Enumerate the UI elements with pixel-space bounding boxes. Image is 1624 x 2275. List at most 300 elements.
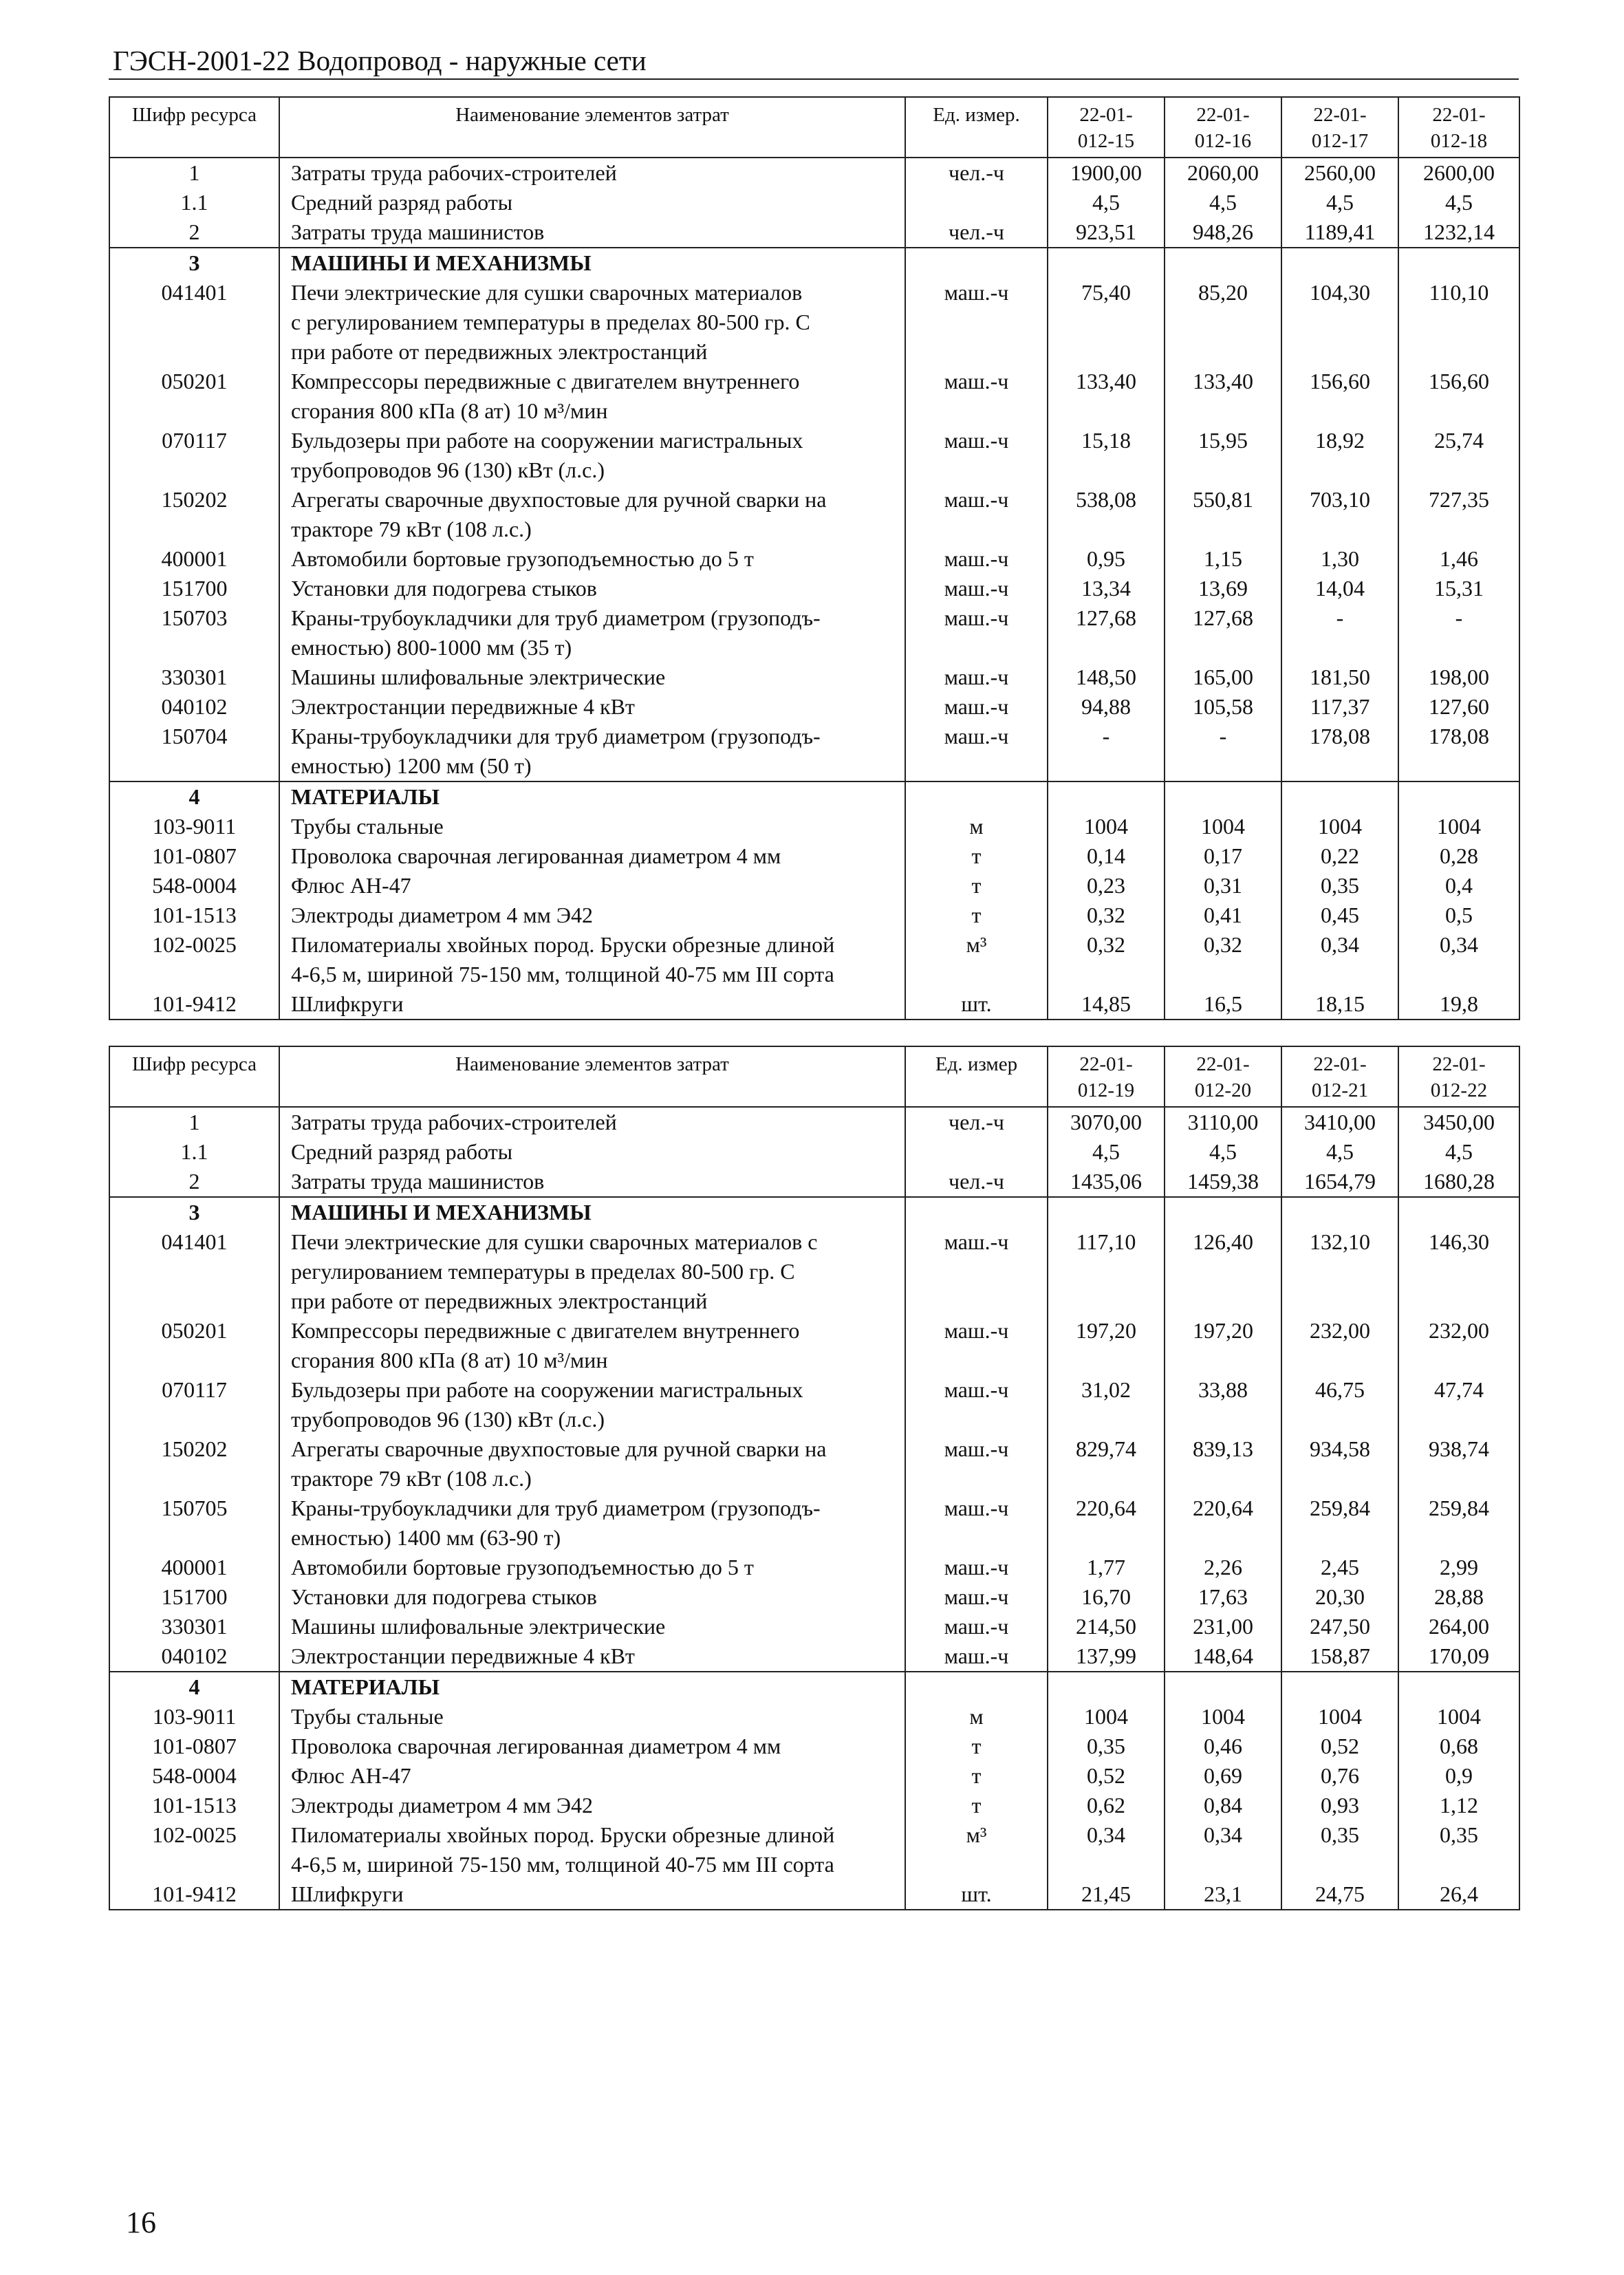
row-code: 400001 (109, 1553, 279, 1582)
row-name (279, 248, 905, 278)
row-value: 1004 (1398, 812, 1519, 841)
row-value (1398, 1672, 1519, 1702)
table-row (109, 1612, 1519, 1641)
resource-table-1 (109, 96, 1520, 1020)
row-unit: шт. (905, 989, 1048, 1020)
header-norm-code (1281, 97, 1398, 158)
row-value: 0,35 (1281, 871, 1398, 901)
row-value: 33,88 (1165, 1375, 1281, 1434)
table-row (109, 1167, 1519, 1197)
row-value: 170,09 (1398, 1641, 1519, 1672)
row-value: 0,31 (1165, 871, 1281, 901)
row-unit (905, 248, 1048, 278)
row-value: 2560,00 (1281, 158, 1398, 188)
row-name (279, 1316, 905, 1375)
row-value: 3070,00 (1048, 1107, 1165, 1137)
row-unit (905, 1672, 1048, 1702)
header-norm-code-line: 012-21 (1311, 1079, 1369, 1101)
row-name (279, 1494, 905, 1553)
table-row (109, 1582, 1519, 1612)
row-value: 47,74 (1398, 1375, 1519, 1434)
row-name-line: Машины шлифовальные электрические (291, 665, 666, 689)
table-row (109, 1672, 1519, 1702)
row-name-line: Краны-трубоукладчики для труб диаметром (грузоподъ- (291, 1496, 821, 1520)
row-value: 0,32 (1048, 930, 1165, 989)
row-name-line: трубопроводов 96 (130) кВт (л.с.) (291, 1407, 605, 1432)
row-code: 548-0004 (109, 1761, 279, 1791)
row-value: 0,34 (1398, 930, 1519, 989)
row-name-line: Компрессоры передвижные с двигателем внутреннего (291, 1318, 800, 1343)
row-code: 101-0807 (109, 841, 279, 871)
row-value: 148,50 (1048, 662, 1165, 692)
row-value: 197,20 (1048, 1316, 1165, 1375)
row-unit: маш.-ч (905, 1641, 1048, 1672)
row-value (1165, 781, 1281, 812)
row-unit: т (905, 1732, 1048, 1761)
row-unit: маш.-ч (905, 426, 1048, 485)
header-norm-code-line: 012-19 (1077, 1079, 1135, 1101)
row-value: 232,00 (1398, 1316, 1519, 1375)
header-norm-code-line: 012-22 (1430, 1079, 1488, 1101)
row-value: 1435,06 (1048, 1167, 1165, 1197)
row-name (279, 278, 905, 367)
header-norm-code-line: 22-01- (1432, 1053, 1486, 1075)
row-value: 16,70 (1048, 1582, 1165, 1612)
row-code: 070117 (109, 426, 279, 485)
header-norm-code-line: 22-01- (1432, 104, 1486, 126)
row-code: 150704 (109, 722, 279, 781)
header-row (109, 1046, 1519, 1107)
row-name-line: Агрегаты сварочные двухпостовые для ручной сварки на (291, 487, 827, 512)
row-value: 133,40 (1165, 367, 1281, 426)
row-value: 24,75 (1281, 1879, 1398, 1910)
header-norm-code-line: 22-01- (1079, 1053, 1133, 1075)
header-norm-code-line: 22-01- (1196, 1053, 1250, 1075)
row-code: 1.1 (109, 1137, 279, 1167)
row-name-line: сгорания 800 кПа (8 ат) 10 м³/мин (291, 398, 608, 423)
row-unit: маш.-ч (905, 278, 1048, 367)
row-unit: маш.-ч (905, 1494, 1048, 1553)
row-value: 829,74 (1048, 1434, 1165, 1494)
row-unit: м (905, 812, 1048, 841)
row-name-line: Затраты труда рабочих-строителей (291, 1110, 617, 1134)
header-norm-code (1048, 97, 1165, 158)
row-name (279, 1761, 905, 1791)
row-value: 264,00 (1398, 1612, 1519, 1641)
row-name (279, 158, 905, 188)
table-row (109, 426, 1519, 485)
row-value (1281, 1197, 1398, 1227)
header-name: Наименование элементов затрат (279, 97, 905, 158)
row-value (1165, 1672, 1281, 1702)
header-code: Шифр ресурса (109, 1046, 279, 1107)
row-value: 934,58 (1281, 1434, 1398, 1494)
table-row (109, 722, 1519, 781)
row-name-line: трубопроводов 96 (130) кВт (л.с.) (291, 457, 605, 482)
row-value: 0,76 (1281, 1761, 1398, 1791)
row-value (1281, 1672, 1398, 1702)
row-name-line: Проволока сварочная легированная диаметром 4 мм (291, 1734, 781, 1758)
row-value: 1,30 (1281, 544, 1398, 574)
row-value: 18,15 (1281, 989, 1398, 1020)
row-value: - (1281, 603, 1398, 662)
header-norm-code-line: 22-01- (1079, 104, 1133, 126)
row-value: 0,68 (1398, 1732, 1519, 1761)
row-unit (905, 781, 1048, 812)
row-name-line: регулированием температуры в пределах 80-500 гр. С (291, 1259, 795, 1284)
row-value: 0,35 (1281, 1820, 1398, 1879)
row-name (279, 781, 905, 812)
row-name (279, 574, 905, 603)
row-value (1048, 781, 1165, 812)
header-name: Наименование элементов затрат (279, 1046, 905, 1107)
row-value: 1004 (1281, 1702, 1398, 1732)
header-norm-code (1165, 97, 1281, 158)
row-value: 727,35 (1398, 485, 1519, 544)
row-code: 101-9412 (109, 989, 279, 1020)
row-name (279, 1820, 905, 1879)
table-row (109, 1553, 1519, 1582)
row-name (279, 1879, 905, 1910)
row-name-line: тракторе 79 кВт (108 л.с.) (291, 1466, 532, 1491)
row-unit: т (905, 871, 1048, 901)
row-unit (905, 1197, 1048, 1227)
row-value: 938,74 (1398, 1434, 1519, 1494)
row-code: 041401 (109, 1227, 279, 1316)
row-name-line: емностью) 1400 мм (63-90 т) (291, 1525, 561, 1550)
row-value: 198,00 (1398, 662, 1519, 692)
row-name (279, 1197, 905, 1227)
row-value: 0,95 (1048, 544, 1165, 574)
row-name (279, 1553, 905, 1582)
row-unit: маш.-ч (905, 1612, 1048, 1641)
table-row (109, 1227, 1519, 1316)
row-value: 2,26 (1165, 1553, 1281, 1582)
header-norm-code (1398, 1046, 1519, 1107)
row-value: 132,10 (1281, 1227, 1398, 1316)
row-value: 16,5 (1165, 989, 1281, 1020)
row-name (279, 812, 905, 841)
row-name-line: МАТЕРИАЛЫ (291, 1674, 440, 1699)
row-name-line: Электростанции передвижные 4 кВт (291, 694, 635, 719)
row-value: 127,68 (1048, 603, 1165, 662)
header-rule (109, 78, 1519, 80)
row-code: 2 (109, 217, 279, 248)
row-name-line: Агрегаты сварочные двухпостовые для ручной сварки на (291, 1436, 827, 1461)
row-value: 19,8 (1398, 989, 1519, 1020)
row-value: 0,93 (1281, 1791, 1398, 1820)
row-value: - (1048, 722, 1165, 781)
row-value: 1,46 (1398, 544, 1519, 574)
row-code: 101-9412 (109, 1879, 279, 1910)
row-value: 0,35 (1048, 1732, 1165, 1761)
row-value: 127,60 (1398, 692, 1519, 722)
row-name-line: Средний разряд работы (291, 1139, 513, 1164)
row-name (279, 485, 905, 544)
row-value: 0,34 (1048, 1820, 1165, 1879)
row-value: 0,28 (1398, 841, 1519, 871)
row-code: 102-0025 (109, 930, 279, 989)
row-name-line: Печи электрические для сушки сварочных материалов (291, 280, 803, 305)
row-code: 070117 (109, 1375, 279, 1434)
row-value: 2,45 (1281, 1553, 1398, 1582)
table-row (109, 1732, 1519, 1761)
row-unit: чел.-ч (905, 217, 1048, 248)
row-value: 105,58 (1165, 692, 1281, 722)
row-value: - (1398, 603, 1519, 662)
row-value: 148,64 (1165, 1641, 1281, 1672)
row-name (279, 1612, 905, 1641)
header-norm-code (1281, 1046, 1398, 1107)
table-row (109, 1137, 1519, 1167)
row-code: 3 (109, 1197, 279, 1227)
table-row (109, 248, 1519, 278)
row-name-line: Затраты труда рабочих-строителей (291, 160, 617, 185)
row-value: 4,5 (1398, 1137, 1519, 1167)
row-value: 1,15 (1165, 544, 1281, 574)
row-code: 2 (109, 1167, 279, 1197)
row-value: 232,00 (1281, 1316, 1398, 1375)
row-value: 1459,38 (1165, 1167, 1281, 1197)
row-value: 18,92 (1281, 426, 1398, 485)
row-name-line: сгорания 800 кПа (8 ат) 10 м³/мин (291, 1348, 608, 1372)
row-value (1048, 248, 1165, 278)
row-value (1048, 1197, 1165, 1227)
header-norm-code-line: 012-16 (1194, 130, 1252, 152)
row-value: 0,5 (1398, 901, 1519, 930)
row-value: 1,12 (1398, 1791, 1519, 1820)
table-row (109, 1702, 1519, 1732)
row-value: 0,45 (1281, 901, 1398, 930)
row-value (1398, 1197, 1519, 1227)
row-value: 259,84 (1398, 1494, 1519, 1553)
row-value: 3450,00 (1398, 1107, 1519, 1137)
row-value: 94,88 (1048, 692, 1165, 722)
row-value: 259,84 (1281, 1494, 1398, 1553)
row-unit: маш.-ч (905, 485, 1048, 544)
row-code: 101-1513 (109, 901, 279, 930)
row-name-line: Краны-трубоукладчики для труб диаметром (грузоподъ- (291, 605, 821, 630)
row-value: 0,35 (1398, 1820, 1519, 1879)
row-name (279, 1434, 905, 1494)
row-value: 2,99 (1398, 1553, 1519, 1582)
row-value: 1189,41 (1281, 217, 1398, 248)
row-name (279, 1732, 905, 1761)
page-number: 16 (126, 2206, 156, 2239)
row-value: 26,4 (1398, 1879, 1519, 1910)
row-value (1281, 248, 1398, 278)
row-name (279, 901, 905, 930)
table-row (109, 1761, 1519, 1791)
row-name (279, 1107, 905, 1137)
row-value: 75,40 (1048, 278, 1165, 367)
header-norm-code-line: 012-17 (1311, 130, 1369, 152)
table-row (109, 1197, 1519, 1227)
table-row (109, 812, 1519, 841)
row-name-line: Шлифкруги (291, 1882, 404, 1906)
row-name-line: Автомобили бортовые грузоподъемностью до 5 т (291, 1555, 754, 1579)
row-value: 1004 (1048, 812, 1165, 841)
row-value: 46,75 (1281, 1375, 1398, 1434)
row-code: 103-9011 (109, 1702, 279, 1732)
row-value: 158,87 (1281, 1641, 1398, 1672)
row-name-line: Флюс АН-47 (291, 873, 411, 898)
row-value: 0,22 (1281, 841, 1398, 871)
row-code: 151700 (109, 574, 279, 603)
row-name-line: Бульдозеры при работе на сооружении магистральных (291, 428, 803, 453)
table-row (109, 692, 1519, 722)
header-norm-code-line: 012-15 (1077, 130, 1135, 152)
row-name (279, 930, 905, 989)
row-name-line: тракторе 79 кВт (108 л.с.) (291, 517, 532, 541)
row-unit: т (905, 1791, 1048, 1820)
row-name-line: Шлифкруги (291, 991, 404, 1016)
row-unit: маш.-ч (905, 662, 1048, 692)
row-value: 0,34 (1281, 930, 1398, 989)
row-name-line: при работе от передвижных электростанций (291, 339, 708, 364)
row-value: 126,40 (1165, 1227, 1281, 1316)
row-name (279, 426, 905, 485)
row-unit: м (905, 1702, 1048, 1732)
table-row (109, 1494, 1519, 1553)
row-value: 0,46 (1165, 1732, 1281, 1761)
row-name (279, 1375, 905, 1434)
row-value: 13,69 (1165, 574, 1281, 603)
header-unit: Ед. измер (905, 1046, 1048, 1107)
row-code: 150705 (109, 1494, 279, 1553)
row-value: 0,84 (1165, 1791, 1281, 1820)
table-row (109, 662, 1519, 692)
row-code: 4 (109, 781, 279, 812)
row-code: 050201 (109, 367, 279, 426)
row-value (1281, 781, 1398, 812)
row-name-line: Средний разряд работы (291, 190, 513, 215)
resource-table-2 (109, 1046, 1520, 1910)
row-value: 31,02 (1048, 1375, 1165, 1434)
table-row (109, 1316, 1519, 1375)
row-name (279, 603, 905, 662)
row-unit: маш.-ч (905, 367, 1048, 426)
row-value: 1,77 (1048, 1553, 1165, 1582)
row-value: 0,14 (1048, 841, 1165, 871)
row-name (279, 1672, 905, 1702)
row-value: 4,5 (1281, 1137, 1398, 1167)
row-code: 103-9011 (109, 812, 279, 841)
row-code: 101-1513 (109, 1791, 279, 1820)
row-value: 0,23 (1048, 871, 1165, 901)
row-name (279, 1641, 905, 1672)
row-unit: т (905, 1761, 1048, 1791)
row-code: 1 (109, 1107, 279, 1137)
row-value: 17,63 (1165, 1582, 1281, 1612)
row-unit: чел.-ч (905, 1107, 1048, 1137)
row-value (1048, 1672, 1165, 1702)
row-code: 150202 (109, 1434, 279, 1494)
row-name-line: емностью) 1200 мм (50 т) (291, 753, 532, 778)
row-name-line: Краны-трубоукладчики для труб диаметром (грузоподъ- (291, 724, 821, 748)
row-unit: шт. (905, 1879, 1048, 1910)
row-name (279, 544, 905, 574)
row-unit: маш.-ч (905, 722, 1048, 781)
row-value: 0,34 (1165, 1820, 1281, 1879)
table-row (109, 930, 1519, 989)
row-value (1165, 248, 1281, 278)
row-value: 28,88 (1398, 1582, 1519, 1612)
row-value: 20,30 (1281, 1582, 1398, 1612)
row-value: 117,10 (1048, 1227, 1165, 1316)
row-code: 041401 (109, 278, 279, 367)
row-value: 220,64 (1048, 1494, 1165, 1553)
row-name-line: Электроды диаметром 4 мм Э42 (291, 1793, 593, 1818)
row-name (279, 662, 905, 692)
header-norm-code-line: 22-01- (1313, 1053, 1367, 1075)
header-norm-code-line: 012-18 (1430, 130, 1488, 152)
row-code: 1.1 (109, 188, 279, 217)
table-row (109, 989, 1519, 1020)
row-value: 137,99 (1048, 1641, 1165, 1672)
row-value: 2600,00 (1398, 158, 1519, 188)
table-row (109, 544, 1519, 574)
table-row (109, 278, 1519, 367)
row-value: 3110,00 (1165, 1107, 1281, 1137)
row-name-line: МАШИНЫ И МЕХАНИЗМЫ (291, 1200, 592, 1225)
row-value: 15,18 (1048, 426, 1165, 485)
row-unit: маш.-ч (905, 692, 1048, 722)
page-header (109, 43, 1519, 80)
row-value: 0,69 (1165, 1761, 1281, 1791)
row-unit (905, 188, 1048, 217)
header-norm-code (1165, 1046, 1281, 1107)
row-value (1165, 1197, 1281, 1227)
row-name-line: емностью) 800-1000 мм (35 т) (291, 635, 572, 660)
header-unit: Ед. измер. (905, 97, 1048, 158)
row-value: 839,13 (1165, 1434, 1281, 1494)
row-name (279, 1582, 905, 1612)
table-row (109, 781, 1519, 812)
row-name-line: при работе от передвижных электростанций (291, 1289, 708, 1313)
row-code: 150202 (109, 485, 279, 544)
row-value: 4,5 (1048, 1137, 1165, 1167)
row-code: 040102 (109, 692, 279, 722)
row-value: 214,50 (1048, 1612, 1165, 1641)
row-unit: чел.-ч (905, 1167, 1048, 1197)
row-code: 330301 (109, 1612, 279, 1641)
row-name (279, 1227, 905, 1316)
row-unit: маш.-ч (905, 574, 1048, 603)
header-norm-code (1398, 97, 1519, 158)
row-value: 1004 (1048, 1702, 1165, 1732)
header-row (109, 97, 1519, 158)
row-value: - (1165, 722, 1281, 781)
row-value: 550,81 (1165, 485, 1281, 544)
row-name-line: 4-6,5 м, шириной 75-150 мм, толщиной 40-75 мм III сорта (291, 1852, 834, 1877)
row-value: 156,60 (1398, 367, 1519, 426)
row-value (1398, 248, 1519, 278)
row-value: 178,08 (1281, 722, 1398, 781)
row-name-line: Электроды диаметром 4 мм Э42 (291, 903, 593, 927)
row-value: 948,26 (1165, 217, 1281, 248)
row-code: 1 (109, 158, 279, 188)
row-code: 330301 (109, 662, 279, 692)
row-unit (905, 1137, 1048, 1167)
row-unit: маш.-ч (905, 603, 1048, 662)
row-value: 104,30 (1281, 278, 1398, 367)
row-name (279, 188, 905, 217)
header-norm-code-line: 22-01- (1196, 104, 1250, 126)
table-row (109, 574, 1519, 603)
row-name (279, 217, 905, 248)
table-row (109, 1434, 1519, 1494)
